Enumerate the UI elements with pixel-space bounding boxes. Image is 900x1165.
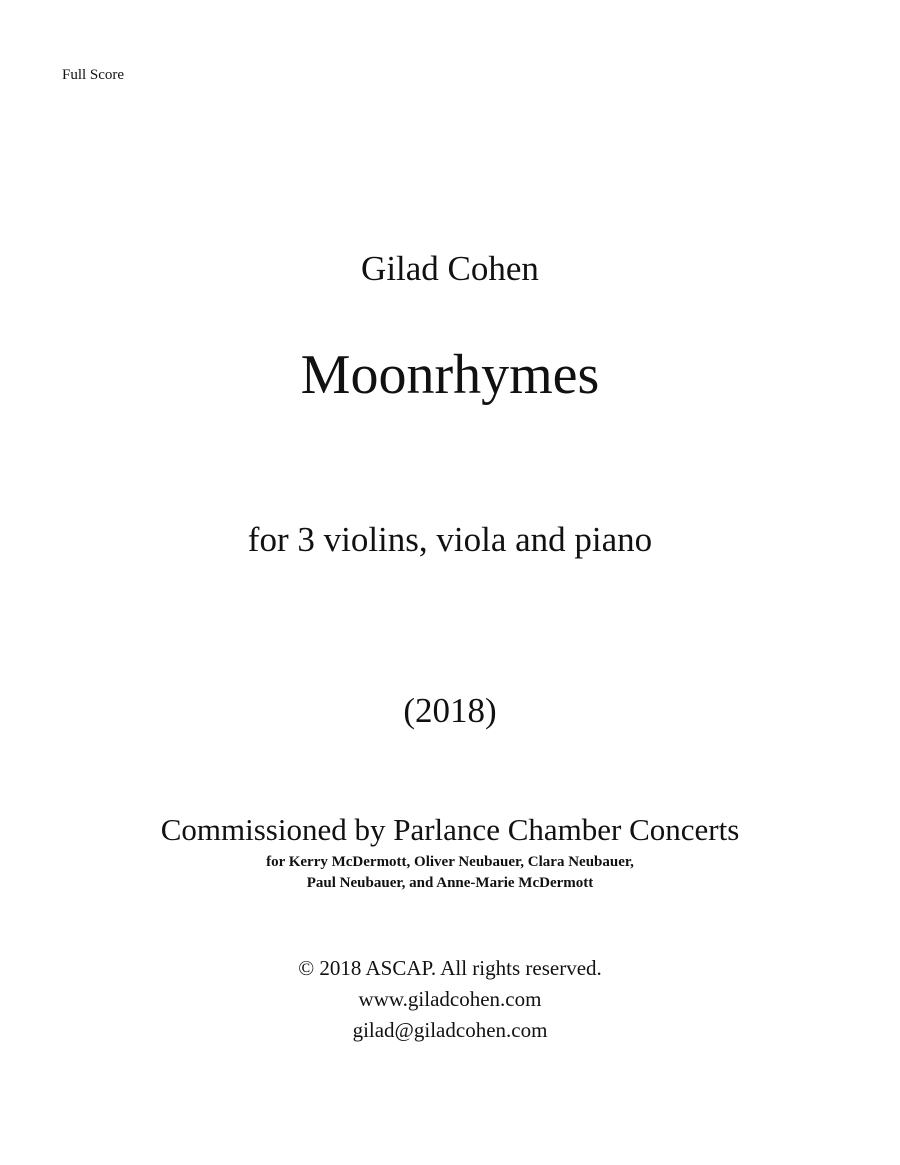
dedication-line-2: Paul Neubauer, and Anne-Marie McDermott	[306, 875, 594, 891]
work-title: Moonrhymes	[300, 344, 600, 406]
website-link[interactable]: www.giladcohen.com	[358, 987, 542, 1011]
composition-year: (2018)	[403, 691, 497, 730]
instrumentation: for 3 violins, viola and piano	[247, 520, 653, 559]
dedication-line-1: for Kerry McDermott, Oliver Neubauer, Clara Neubauer,	[266, 854, 634, 870]
full-score-label: Full Score	[62, 67, 125, 83]
email-link[interactable]: gilad@giladcohen.com	[352, 1018, 548, 1042]
commission-text: Commissioned by Parlance Chamber Concerts	[160, 812, 740, 847]
composer-name: Gilad Cohen	[361, 249, 539, 288]
copyright-line: © 2018 ASCAP. All rights reserved.	[298, 956, 602, 980]
